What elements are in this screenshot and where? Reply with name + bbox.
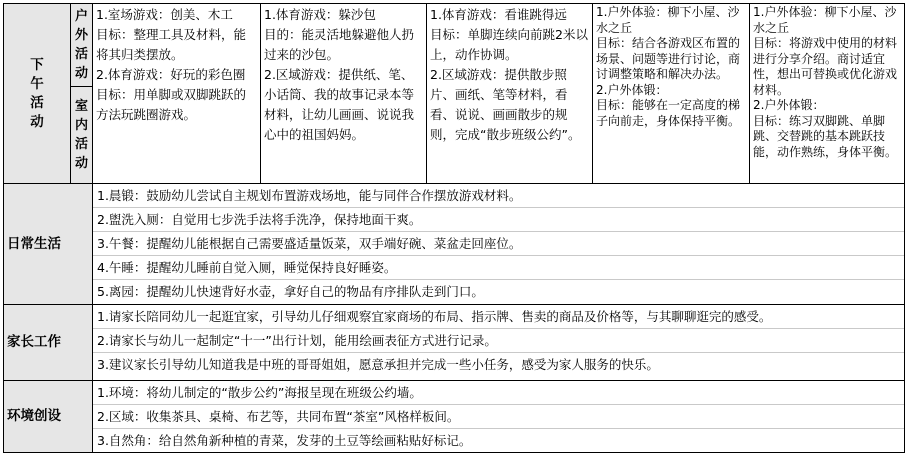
label-char: 动 bbox=[74, 66, 88, 81]
label-char: 户 bbox=[74, 9, 88, 24]
list-item: 1.请家长陪同幼儿一起逛宜家，引导幼儿仔细观察宜家商场的布局、指示牌、售卖的商品及价格等，与其聊聊逛完的感受。 bbox=[93, 305, 904, 329]
list-item: 3.建议家长引导幼儿知道我是中班的哥哥姐姐，愿意承担并完成一些小任务，感受为家人服务的快乐。 bbox=[97, 357, 659, 372]
list-item: 2.区域：收集茶具、桌椅、布艺等，共同布置“茶室”风格样板间。 bbox=[93, 405, 904, 429]
day-3-activities bbox=[427, 4, 593, 184]
activity-line: 目标：整理工具及材料，能将其归类摆放。 bbox=[96, 27, 247, 62]
label-char: 内 bbox=[74, 118, 88, 133]
list-item: 3.自然角：给自然角新种植的青菜，发芽的土豆等绘画粘贴好标记。 bbox=[97, 433, 472, 448]
activity-line: 目标：单脚连续向前跳2米以上，动作协调。 bbox=[430, 27, 588, 62]
label-char: 室 bbox=[74, 99, 88, 114]
day-4-activities bbox=[593, 4, 750, 184]
day-5-activities bbox=[750, 4, 905, 184]
environment-label: 环境创设 bbox=[4, 381, 93, 453]
activity-line: 目标：用单脚或双脚跳跃的方法玩跳圈游戏。 bbox=[96, 87, 247, 122]
daily-life-row bbox=[4, 184, 905, 305]
label-char: 午 bbox=[30, 75, 44, 92]
activity-line: 2.户外体锻： bbox=[753, 98, 825, 112]
parent-work-label: 家长工作 bbox=[4, 305, 93, 381]
activity-line: 1.体育游戏：躲沙包 bbox=[264, 7, 376, 22]
activity-line: 目标：能够在一定高度的梯子向前走，身体保持平衡。 bbox=[596, 98, 741, 128]
label-char: 动 bbox=[74, 156, 88, 171]
activity-line: 目的：能灵活地躲避他人扔过来的沙包。 bbox=[264, 27, 415, 62]
list-item: 3.午餐：提醒幼儿能根据自己需要盛适量饭菜，双手端好碗、菜盆走回座位。 bbox=[93, 232, 904, 256]
label-char: 下 bbox=[30, 56, 44, 73]
activity-line: 2.区域游戏：提供纸、笔、小话筒、我的故事记录本等材料，让幼儿画画、说说我心中的祖国妈妈。 bbox=[264, 67, 415, 142]
environment-row bbox=[4, 381, 905, 453]
parent-work-items bbox=[93, 305, 905, 381]
label-char: 动 bbox=[30, 113, 44, 130]
activity-line: 2.体育游戏：好玩的彩色圈 bbox=[96, 67, 246, 82]
activity-line: 1.户外体验：柳下小屋、沙水之丘 bbox=[596, 5, 740, 35]
label-char: 活 bbox=[74, 137, 88, 152]
activity-line: 1.户外体验：柳下小屋、沙水之丘 bbox=[753, 5, 897, 35]
activity-line: 目标：将游戏中使用的材料进行分享介绍。商讨适宜性，想出可替换或优化游戏材料。 bbox=[753, 36, 898, 97]
list-item: 5.离园：提醒幼儿快速背好水壶，拿好自己的物品有序排队走到门口。 bbox=[97, 284, 484, 299]
activity-line: 2.区域游戏：提供散步照片、画纸、笔等材料，看看、说说、画画散步的规则，完成“散步班级公约”。 bbox=[430, 67, 581, 142]
parent-work-row bbox=[4, 305, 905, 381]
activity-line: 1.体育游戏：看谁跳得远 bbox=[430, 7, 567, 22]
list-item: 2.盥洗入厕：自觉用七步洗手法将手洗净，保持地面干爽。 bbox=[93, 208, 904, 232]
outdoor-activity-label bbox=[71, 4, 93, 87]
activity-line: 2.户外体锻： bbox=[596, 82, 668, 97]
label-char: 活 bbox=[30, 94, 44, 111]
weekly-plan-table bbox=[3, 3, 905, 453]
daily-life-items bbox=[93, 184, 905, 305]
list-item: 2.请家长与幼儿一起制定“十一”出行计划，能用绘画表征方式进行记录。 bbox=[93, 329, 904, 353]
list-item: 1.环境：将幼儿制定的“散步公约”海报呈现在班级公约墙。 bbox=[93, 381, 904, 405]
list-item: 1.晨锻：鼓励幼儿尝试自主规划布置游戏场地，能与同伴合作摆放游戏材料。 bbox=[93, 184, 904, 208]
afternoon-activity-label bbox=[4, 4, 71, 184]
daily-life-label: 日常生活 bbox=[4, 184, 93, 305]
indoor-activity-label bbox=[71, 87, 93, 184]
activity-line: 1.室场游戏：创美、木工 bbox=[96, 7, 233, 22]
activity-line: 目标：结合各游戏区布置的场景、问题等进行讨论，商讨调整策略和解决办法。 bbox=[596, 36, 741, 81]
list-item: 4.午睡：提醒幼儿睡前自觉入厕，睡觉保持良好睡姿。 bbox=[93, 256, 904, 280]
label-char: 活 bbox=[74, 47, 88, 62]
label-char: 外 bbox=[74, 28, 88, 43]
day-1-activities bbox=[93, 4, 261, 184]
activity-line: 目标：练习双脚跳、单脚跳、交替跳的基本跳跃技能，动作熟练，身体平衡。 bbox=[753, 113, 898, 159]
afternoon-outdoor-row bbox=[4, 4, 905, 87]
day-2-activities bbox=[261, 4, 427, 184]
environment-items bbox=[93, 381, 905, 453]
